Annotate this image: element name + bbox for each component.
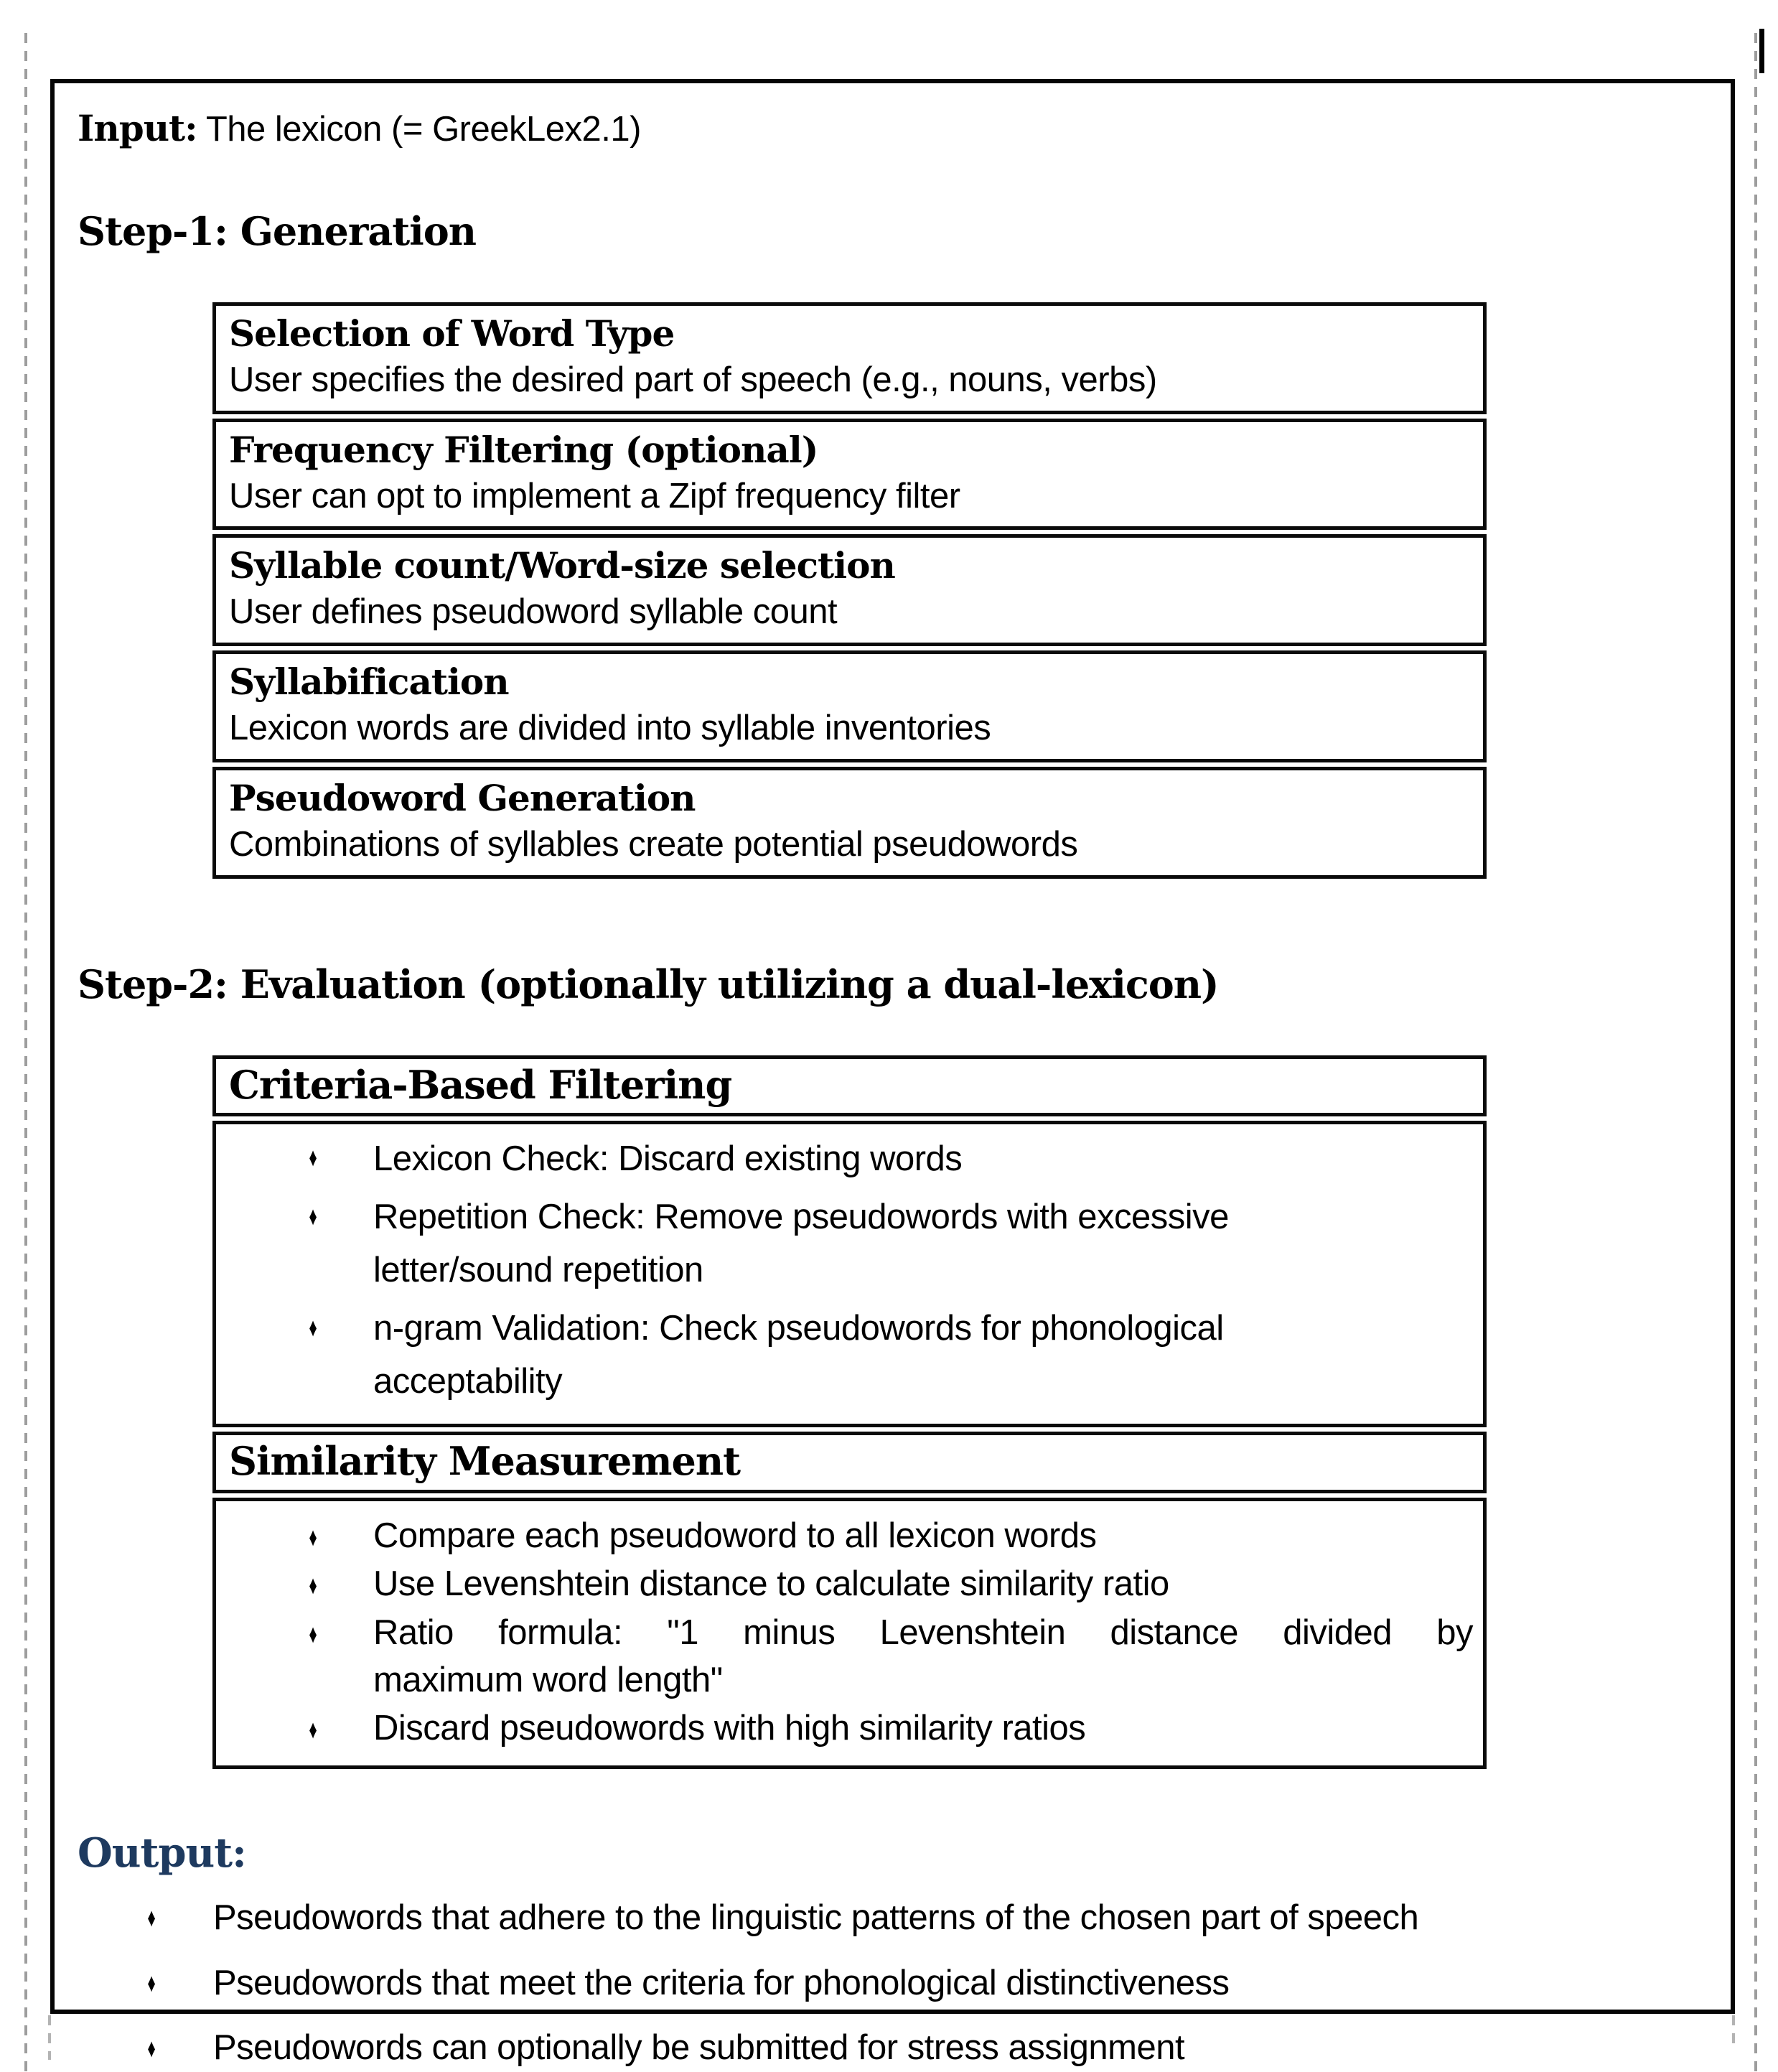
list-item	[78, 1897, 1709, 1940]
bullet-line: Repetition Check: Remove pseudowords with excessive	[373, 1198, 1229, 1237]
row-description: User defines pseudoword syllable count	[229, 592, 838, 632]
output-bullet-text: Pseudowords can optionally be submitted for stress assignment	[213, 2028, 1185, 2068]
bullet-line: acceptability	[373, 1361, 563, 1401]
diamond-bullet-icon: ♦	[309, 1714, 317, 1745]
bullet-line: Compare each pseudoword to all lexicon words	[373, 1516, 1097, 1555]
list-item	[216, 1513, 1483, 1560]
diamond-bullet-icon: ♦	[309, 1200, 317, 1231]
row-description: User specifies the desired part of speech (e.g., nouns, verbs)	[229, 360, 1157, 399]
diamond-bullet-icon: ♦	[309, 1521, 317, 1551]
list-item	[216, 1561, 1483, 1608]
output-heading: Output:	[78, 1829, 246, 1877]
bullet-line: Discard pseudowords with high similarity ratios	[373, 1709, 1086, 1748]
list-item	[216, 1302, 1483, 1408]
text-boundary-line-left	[24, 33, 27, 2072]
table-row	[212, 419, 1487, 531]
row-title: Syllable count/Word-size selection	[229, 544, 895, 587]
row-title: Pseudoword Generation	[229, 776, 696, 819]
bullet-list	[216, 1501, 1483, 1765]
list-item	[78, 1962, 1709, 2005]
bullet-line: letter/sound repetition	[373, 1250, 703, 1289]
table-row	[212, 534, 1487, 646]
table-row	[212, 302, 1487, 414]
table-row	[212, 650, 1487, 762]
row-title: Frequency Filtering (optional)	[229, 428, 818, 471]
step1-heading: Step-1: Generation	[78, 207, 477, 254]
bullet-list	[216, 1124, 1483, 1424]
text-boundary-line-right	[1754, 33, 1757, 2072]
diamond-bullet-icon: ♦	[147, 1903, 156, 1933]
row-title: Selection of Word Type	[229, 312, 675, 355]
bullet-line: Ratio formula: "1 minus Levenshtein distance divided by	[373, 1613, 1473, 1652]
output-bullet-text: Pseudowords that meet the criteria for phonological distinctiveness	[213, 1963, 1230, 2002]
diamond-bullet-icon: ♦	[309, 1570, 317, 1600]
input-text: The lexicon (= GreekLex2.1)	[197, 110, 641, 149]
diamond-bullet-icon: ♦	[147, 1968, 156, 1998]
algorithm-figure-box	[50, 79, 1735, 2068]
section-header-similarity-measurement: Similarity Measurement	[212, 1432, 1487, 1493]
list-item	[216, 1610, 1483, 1704]
list-item	[216, 1191, 1483, 1297]
diamond-bullet-icon: ♦	[147, 2033, 156, 2063]
list-item	[78, 2027, 1709, 2070]
diamond-bullet-icon: ♦	[309, 1619, 317, 1649]
text-cursor	[1759, 29, 1764, 73]
section-header-criteria-based-filtering: Criteria-Based Filtering	[212, 1055, 1487, 1116]
step2-heading: Step-2: Evaluation (optionally utilizing a dual-lexicon)	[78, 961, 1219, 1007]
row-description: Combinations of syllables create potential pseudowords	[229, 824, 1078, 864]
output-bullet-text: Pseudowords that adhere to the linguistic patterns of the chosen part of speech	[213, 1898, 1419, 1937]
output-list	[78, 1897, 1709, 2070]
evaluation-table	[212, 1055, 1487, 1769]
criteria-bullet-section	[212, 1121, 1487, 1428]
row-description: User can opt to implement a Zipf frequency filter	[229, 476, 960, 515]
row-title: Syllabification	[229, 661, 509, 704]
input-line	[78, 105, 1709, 153]
diamond-bullet-icon: ♦	[309, 1142, 317, 1172]
boundary-stub-right	[1732, 2015, 1735, 2051]
row-description: Lexicon words are divided into syllable inventories	[229, 709, 991, 748]
input-label: Input:	[78, 107, 197, 149]
list-item	[216, 1705, 1483, 1753]
boundary-stub-left	[48, 2015, 51, 2060]
bullet-line: Lexicon Check: Discard existing words	[373, 1139, 963, 1178]
diamond-bullet-icon: ♦	[309, 1312, 317, 1342]
bullet-line: n-gram Validation: Check pseudowords for phonological	[373, 1309, 1224, 1348]
generation-table	[212, 302, 1487, 879]
bullet-line: Use Levenshtein distance to calculate similarity ratio	[373, 1564, 1169, 1604]
bullet-line: maximum word length"	[373, 1660, 723, 1699]
list-item	[216, 1133, 1483, 1186]
table-row	[212, 767, 1487, 879]
similarity-bullet-section	[212, 1498, 1487, 1769]
